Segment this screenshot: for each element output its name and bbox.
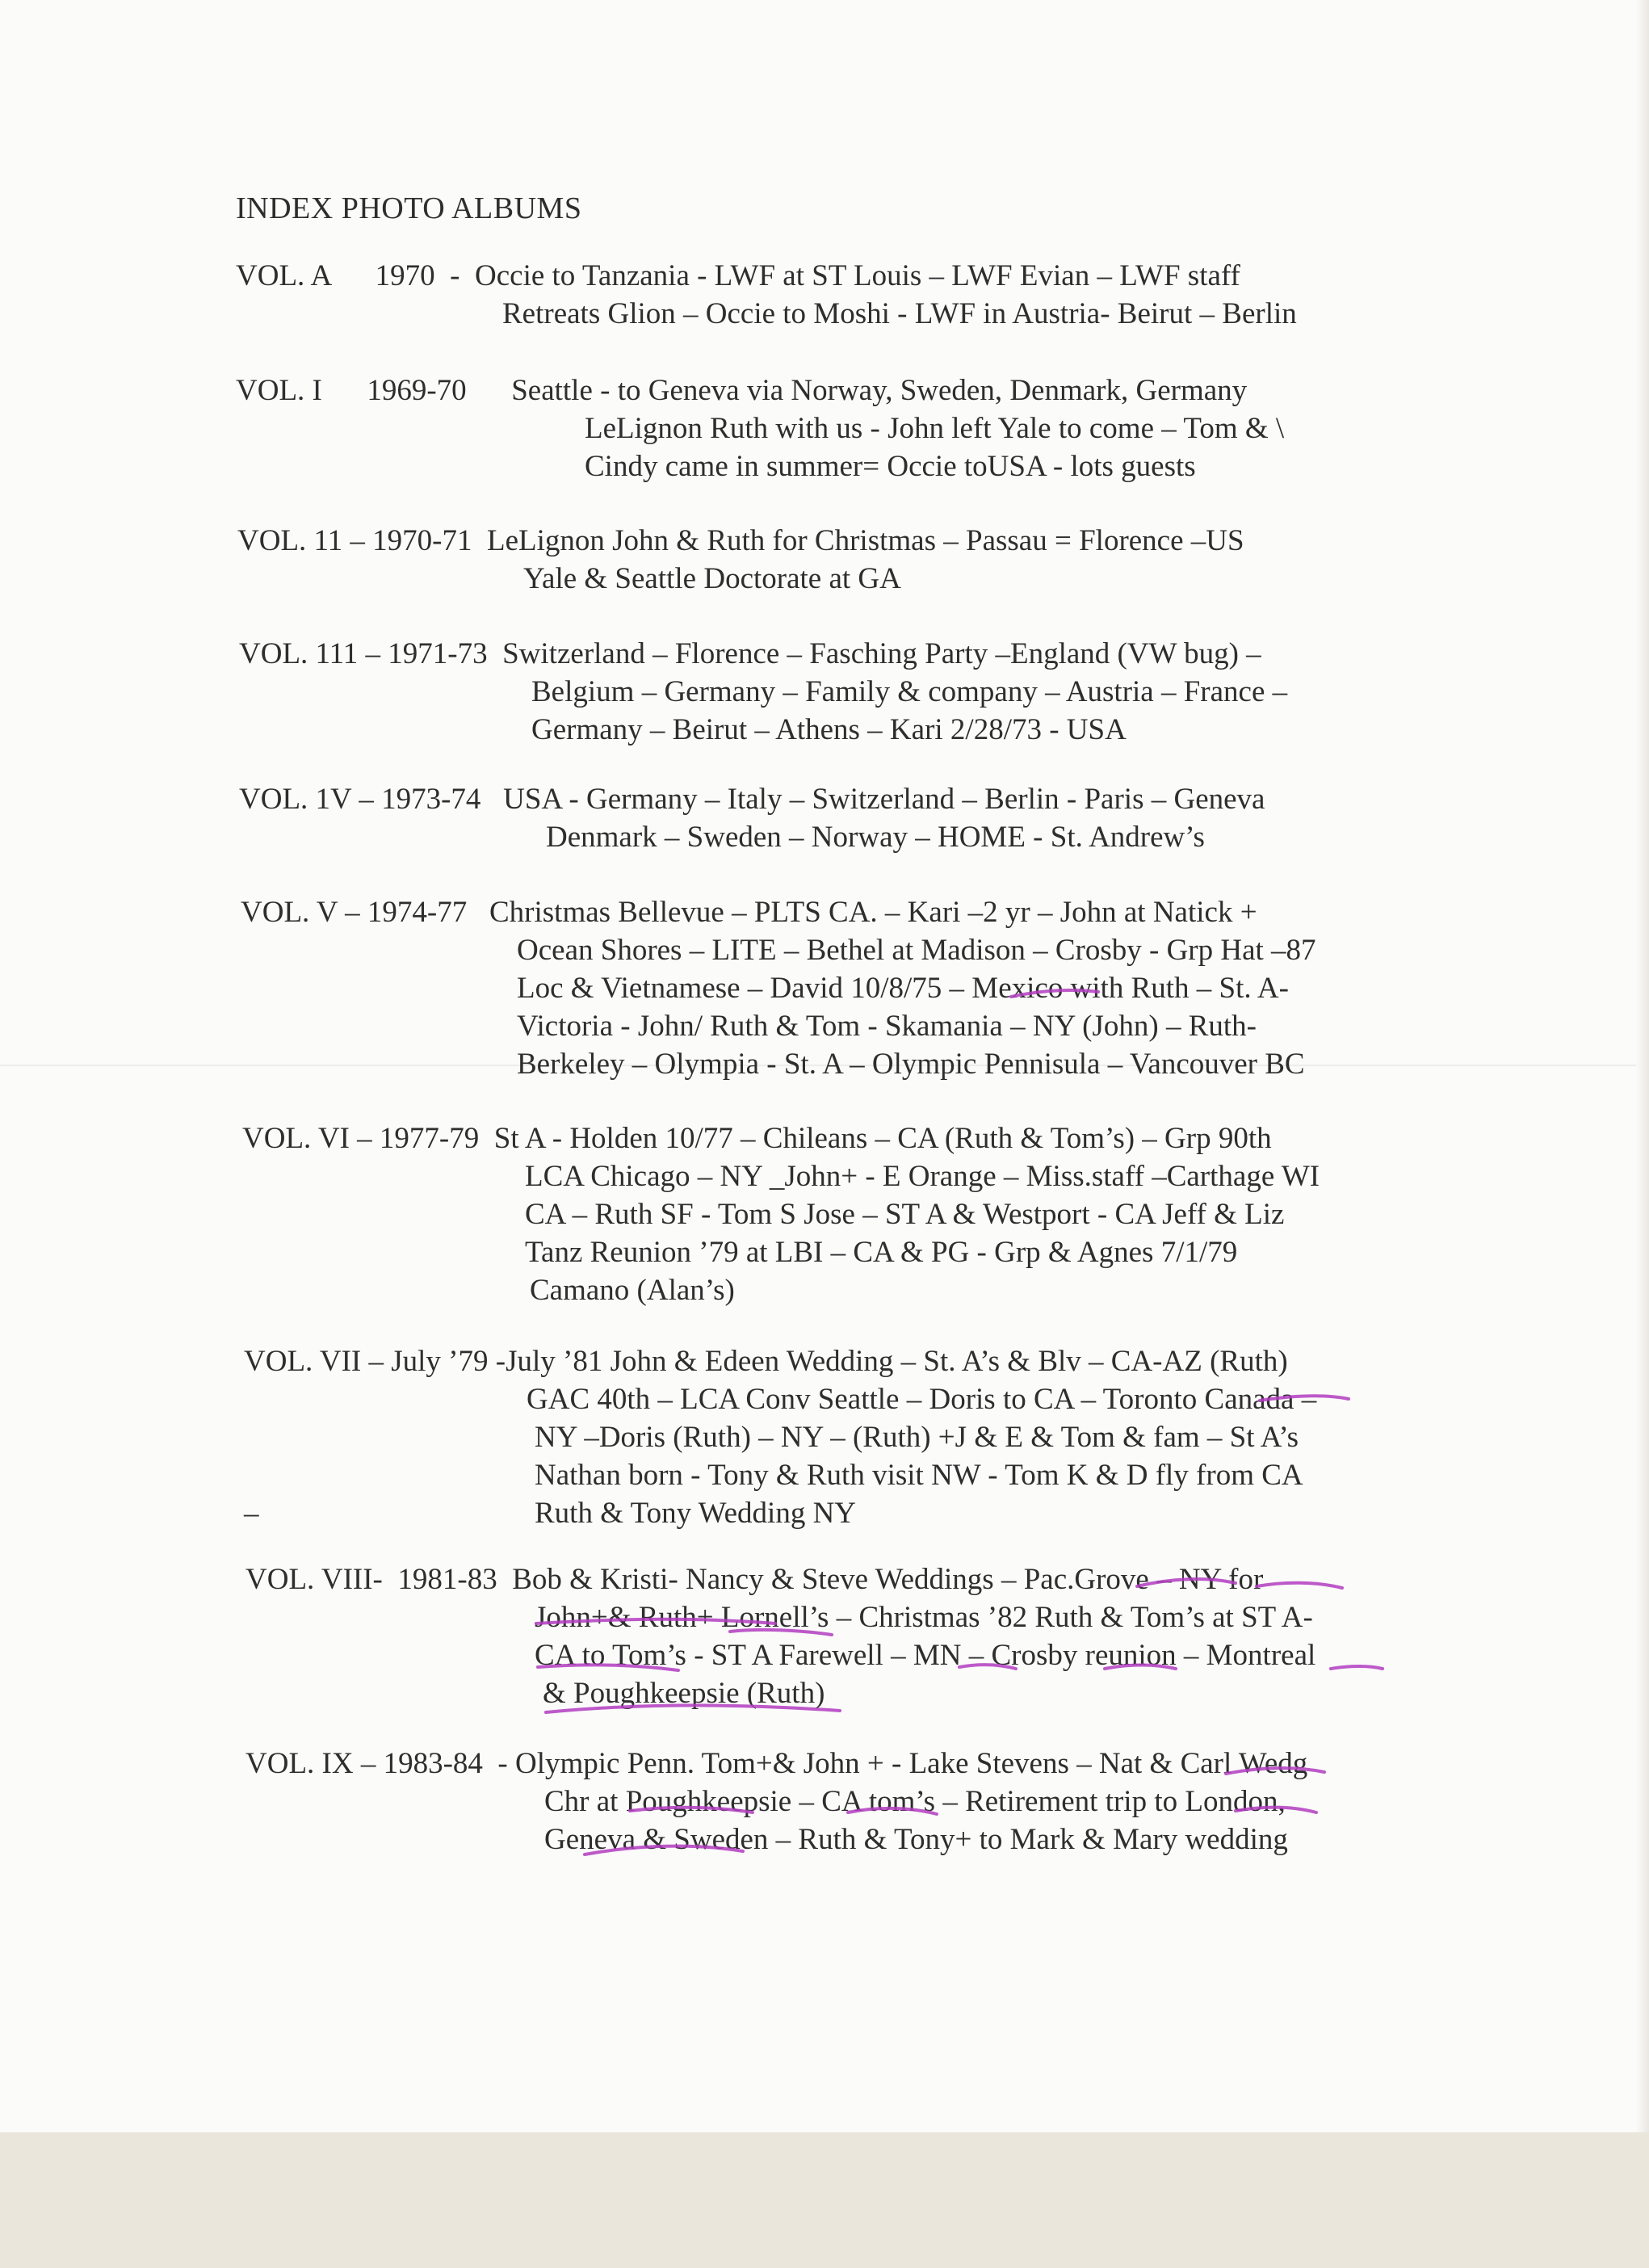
entry-line: Retreats Glion – Occie to Moshi - LWF in Austria- Beirut – Berlin xyxy=(502,297,1297,330)
entry-line: LeLignon Ruth with us - John left Yale to come – Tom & \ xyxy=(585,412,1285,445)
entry-line: Germany – Beirut – Athens – Kari 2/28/73 - USA xyxy=(531,713,1127,746)
entry-line: Belgium – Germany – Family & company – Austria – France – xyxy=(531,675,1288,708)
entry-label: VOL. VI – 1977-79 xyxy=(242,1122,494,1155)
underline-crosby xyxy=(1105,1665,1176,1670)
underline-poughkeepsie xyxy=(546,1705,840,1712)
entry-line: Ocean Shores – LITE – Bethel at Madison – Crosby - Grp Hat –87 xyxy=(517,934,1316,967)
entry-line: Victoria - John/ Ruth & Tom - Skamania – NY (John) – Ruth- xyxy=(517,1010,1257,1043)
entry-line: Bob & Kristi- Nancy & Steve Weddings – Pac.Grove – NY for xyxy=(512,1563,1264,1596)
entry-line: NY –Doris (Ruth) – NY – (Ruth) +J & E & Tom & fam – St A’s xyxy=(535,1421,1299,1454)
entry-label: VOL. VIII- 1981-83 xyxy=(245,1563,513,1596)
entry-label: VOL. 111 – 1971-73 xyxy=(239,637,503,670)
entry-label: VOL. V – 1974-77 xyxy=(241,896,489,929)
strike-john-ruth xyxy=(536,1619,775,1623)
entry-line: Denmark – Sweden – Norway – HOME - St. Andrew’s xyxy=(546,821,1205,854)
entry-line: Seattle - to Geneva via Norway, Sweden, Denmark, Germany xyxy=(511,374,1248,407)
entry-line: Olympic Penn. Tom+& John + - Lake Stevens – Nat & Carl Wedg xyxy=(514,1747,1308,1780)
entry-line: Cindy came in summer= Occie toUSA - lots guests xyxy=(585,450,1196,483)
underline-ca-toms xyxy=(848,1808,937,1814)
underline-carl xyxy=(1226,1768,1324,1774)
entry-line: CA to Tom’s - ST A Farewell – MN – Crosby reunion – Montreal xyxy=(535,1639,1316,1672)
entry-label: VOL. I 1969-70 xyxy=(236,374,512,407)
entry-line: John+& Ruth+ Lornell’s – Christmas ’82 Ruth & Tom’s at ST A- xyxy=(535,1601,1313,1634)
entry-line: Tanz Reunion ’79 at LBI – CA & PG - Grp & Agnes 7/1/79 xyxy=(525,1236,1238,1269)
entry-label: VOL. VII – July ’79 - xyxy=(244,1345,506,1378)
entry-line: Occie to Tanzania - LWF at ST Louis – LWF Evian – LWF staff xyxy=(475,259,1240,292)
entry-line: LeLignon John & Ruth for Christmas – Passau = Florence –US xyxy=(487,524,1244,557)
underline-mexico xyxy=(1011,990,1098,997)
entry-label: VOL. 11 – 1970-71 xyxy=(237,524,487,557)
entry-line: Christmas Bellevue – PLTS CA. – Kari –2 yr – John at Natick + xyxy=(489,896,1257,929)
entry-line: CA – Ruth SF - Tom S Jose – ST A & Westport - CA Jeff & Liz xyxy=(525,1198,1285,1231)
entry-line: GAC 40th – LCA Conv Seattle – Doris to CA – Toronto Canada – xyxy=(527,1383,1317,1416)
entry-line: & Poughkeepsie (Ruth) xyxy=(543,1677,825,1710)
entry-line: Berkeley – Olympia - St. A – Olympic Pennisula – Vancouver BC xyxy=(517,1048,1305,1081)
underline-ca-to-toms xyxy=(538,1665,678,1670)
entry-line: Switzerland – Florence – Fasching Party –England (VW bug) – xyxy=(502,637,1261,670)
document-title: INDEX PHOTO ALBUMS xyxy=(236,191,582,225)
underline-montreal xyxy=(1331,1666,1383,1669)
underline-poughkeepsie-chr xyxy=(630,1808,753,1812)
entry-line: Chr at Poughkeepsie – CA tom’s – Retirement trip to London, xyxy=(544,1785,1286,1818)
entry-line: USA - Germany – Italy – Switzerland – Berlin - Paris – Geneva xyxy=(503,783,1265,816)
entry-line: Geneva & Sweden – Ruth & Tony+ to Mark & Mary wedding xyxy=(544,1823,1288,1856)
underline-london xyxy=(1236,1808,1316,1812)
underline-mn xyxy=(959,1665,1016,1669)
entry-line: LCA Chicago – NY _John+ - E Orange – Miss.staff –Carthage WI xyxy=(525,1160,1320,1193)
underline-ny-for xyxy=(1257,1583,1342,1588)
entry-line: Nathan born - Tony & Ruth visit NW - Tom K & D fly from CA xyxy=(535,1459,1303,1492)
entry-line: Loc & Vietnamese – David 10/8/75 – Mexico with Ruth – St. A- xyxy=(517,972,1289,1005)
entry-label: VOL. IX – 1983-84 - xyxy=(245,1747,515,1780)
underline-geneva-sweden xyxy=(585,1846,743,1854)
underline-canada xyxy=(1260,1396,1349,1401)
entry-line: July ’81 John & Edeen Wedding – St. A’s & Blv – CA-AZ (Ruth) xyxy=(506,1345,1288,1378)
entry-label: VOL. A 1970 - xyxy=(236,259,475,292)
entry-label: VOL. 1V – 1973-74 xyxy=(239,783,504,816)
entry-line: Ruth & Tony Wedding NY xyxy=(535,1497,857,1530)
stray-mark: – xyxy=(244,1497,259,1530)
entry-line: St A - Holden 10/77 – Chileans – CA (Ruth & Tom’s) – Grp 90th xyxy=(493,1122,1272,1155)
underline-lornells xyxy=(730,1630,832,1635)
entry-line: Camano (Alan’s) xyxy=(530,1274,735,1307)
entry-line: Yale & Seattle Doctorate at GA xyxy=(523,562,901,595)
underline-pac-grove xyxy=(1137,1579,1236,1586)
